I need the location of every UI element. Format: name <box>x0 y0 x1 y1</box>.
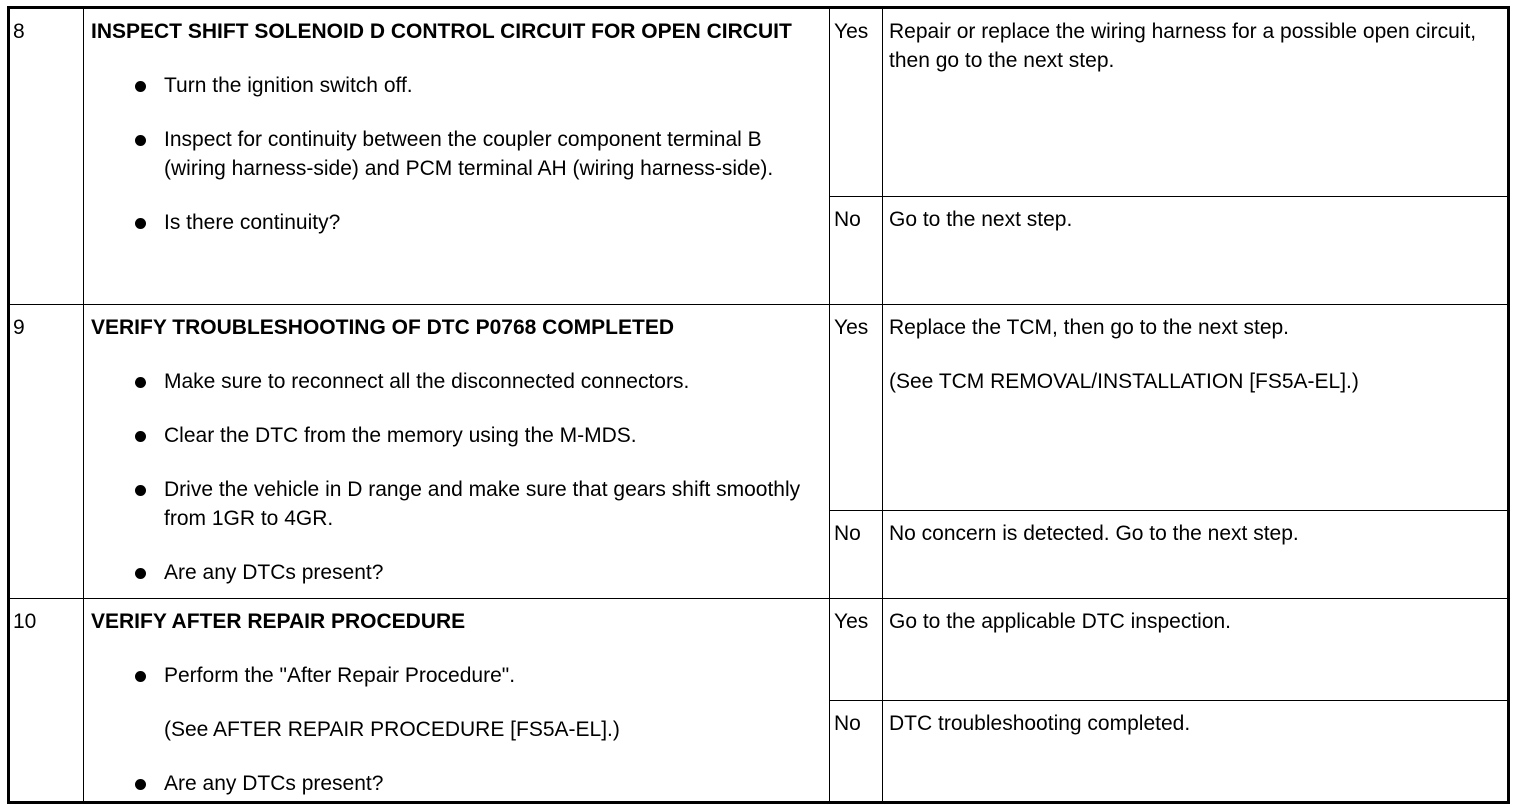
step-action <box>84 599 830 803</box>
list-item: Turn the ignition switch off. <box>164 71 821 100</box>
list-item: Perform the "After Repair Procedure". <box>164 661 821 690</box>
step-checklist <box>91 71 821 237</box>
list-item: Is there continuity? <box>164 208 821 237</box>
list-item: Are any DTCs present? <box>164 769 821 798</box>
list-item: Drive the vehicle in D range and make sure that gears shift smoothly from 1GR to 4GR. <box>164 475 821 533</box>
no-label: No <box>830 511 883 599</box>
yes-result: Replace the TCM, then go to the next step. (See TCM REMOVAL/INSTALLATION [FS5A-EL].) <box>883 305 1509 511</box>
yes-label: Yes <box>830 305 883 511</box>
step-row-10-yes <box>9 599 1509 701</box>
yes-result: Go to the applicable DTC inspection. <box>883 599 1509 701</box>
bullet-icon <box>135 81 146 92</box>
no-result: No concern is detected. Go to the next step. <box>883 511 1509 599</box>
step-number: 9 <box>9 305 84 599</box>
reference-note: (See TCM REMOVAL/INSTALLATION [FS5A-EL].) <box>889 370 1359 393</box>
bullet-icon <box>135 485 146 496</box>
list-item: Inspect for continuity between the coupler component terminal B (wiring harness-side) and PCM terminal AH (wiring harness-side). <box>164 125 821 183</box>
yes-result: Repair or replace the wiring harness for a possible open circuit, then go to the next step. <box>883 8 1509 197</box>
procedure-table <box>7 6 1510 804</box>
list-item: Make sure to reconnect all the disconnected connectors. <box>164 367 821 396</box>
step-title: INSPECT SHIFT SOLENOID D CONTROL CIRCUIT FOR OPEN CIRCUIT <box>91 20 792 43</box>
yes-label: Yes <box>830 599 883 701</box>
step-row-9-yes <box>9 305 1509 511</box>
list-item: Are any DTCs present? <box>164 558 821 587</box>
list-item: Clear the DTC from the memory using the M-MDS. <box>164 421 821 450</box>
bullet-icon <box>135 135 146 146</box>
no-label: No <box>830 197 883 305</box>
bullet-icon <box>135 431 146 442</box>
step-checklist <box>91 367 821 587</box>
step-title: VERIFY AFTER REPAIR PROCEDURE <box>91 610 466 633</box>
no-label: No <box>830 701 883 803</box>
bullet-icon <box>135 671 146 682</box>
step-action <box>84 305 830 599</box>
step-row-8-yes <box>9 8 1509 197</box>
yes-label: Yes <box>830 8 883 197</box>
no-result: DTC troubleshooting completed. <box>883 701 1509 803</box>
bullet-icon <box>135 779 146 790</box>
reference-note: (See AFTER REPAIR PROCEDURE [FS5A-EL].) <box>164 718 620 741</box>
bullet-icon <box>135 568 146 579</box>
step-action <box>84 8 830 305</box>
step-number: 8 <box>9 8 84 305</box>
no-result: Go to the next step. <box>883 197 1509 305</box>
step-checklist <box>91 661 821 798</box>
step-title: VERIFY TROUBLESHOOTING OF DTC P0768 COMPLETED <box>91 316 675 339</box>
bullet-icon <box>135 218 146 229</box>
bullet-icon <box>135 377 146 388</box>
step-number: 10 <box>9 599 84 803</box>
